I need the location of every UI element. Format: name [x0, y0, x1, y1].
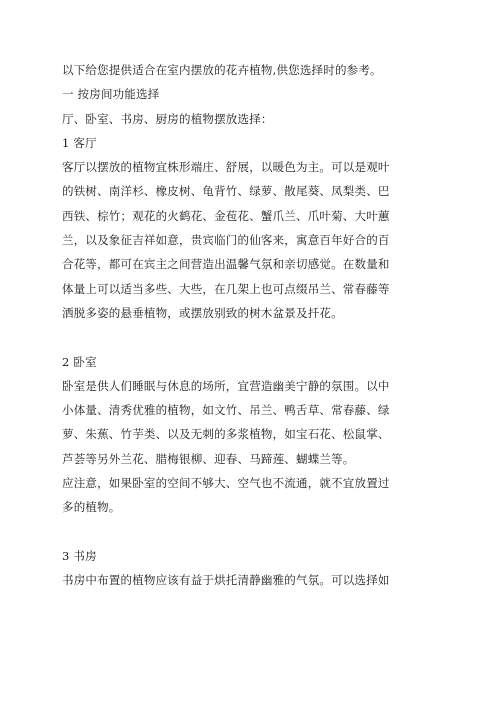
study-heading: 3 书房 [62, 548, 97, 563]
paragraph-line: 合花等，都可在宾主之间营造出温馨气氛和亲切感觉。在数量和 [62, 257, 390, 272]
subheading: 厅、卧室、书房、厨房的植物摆放选择： [62, 111, 273, 126]
paragraph-line: 体量上可以适当多些、大些，在几架上也可点缀吊兰、常春藤等 [62, 281, 390, 296]
bedroom-note [62, 471, 434, 520]
bedroom-paragraph [62, 374, 434, 471]
paragraph-line: 萝、朱蕉、竹芋类、以及无刺的多浆植物，如宝石花、松鼠掌、 [62, 427, 390, 442]
living-room-paragraph [62, 155, 434, 325]
paragraph-line: 芦荟等另外兰花、腊梅银柳、迎春、马蹄莲、蝴蝶兰等。 [62, 451, 355, 466]
paragraph-line: 应注意，如果卧室的空间不够大、空气也不流通，就不宜放置过 [62, 476, 390, 491]
living-room-heading: 1 客厅 [62, 135, 97, 150]
paragraph-line: 兰，以及象征吉祥如意，贵宾临门的仙客来，寓意百年好合的百 [62, 233, 390, 248]
document-body [62, 58, 434, 593]
paragraph-line: 卧室是供人们睡眠与休息的场所，宜营造幽美宁静的氛围。以中 [62, 378, 390, 393]
paragraph-line: 西铁、棕竹；观花的火鹤花、金苞花、蟹爪兰、爪叶菊、大叶蕙 [62, 208, 390, 223]
paragraph-line: 洒脱多姿的悬垂植物，或摆放别致的树木盆景及扦花。 [62, 305, 343, 320]
bedroom-heading: 2 卧室 [62, 354, 97, 369]
paragraph-spacer [62, 325, 434, 349]
paragraph-line: 小体量、清秀优雅的植物，如文竹、吊兰、鸭舌草、常春藤、绿 [62, 403, 390, 418]
paragraph-line: 客厅以摆放的植物宜株形端庄、舒展，以暖色为主。可以是观叶 [62, 160, 390, 175]
paragraph-spacer [62, 520, 434, 544]
paragraph-line: 的铁树、南洋杉、橡皮树、龟背竹、绿萝、散尾葵、凤梨类、巴 [62, 184, 390, 199]
section-heading: 一 按房间功能选择 [62, 87, 160, 102]
study-paragraph [62, 568, 434, 592]
paragraph-line: 书房中布置的植物应该有益于烘托清静幽雅的气氛。可以选择如 [62, 573, 390, 588]
intro-paragraph: 以下给您提供适合在室内摆放的花卉植物,供您选择时的参考。 [62, 63, 382, 77]
paragraph-line: 多的植物。 [62, 500, 121, 515]
